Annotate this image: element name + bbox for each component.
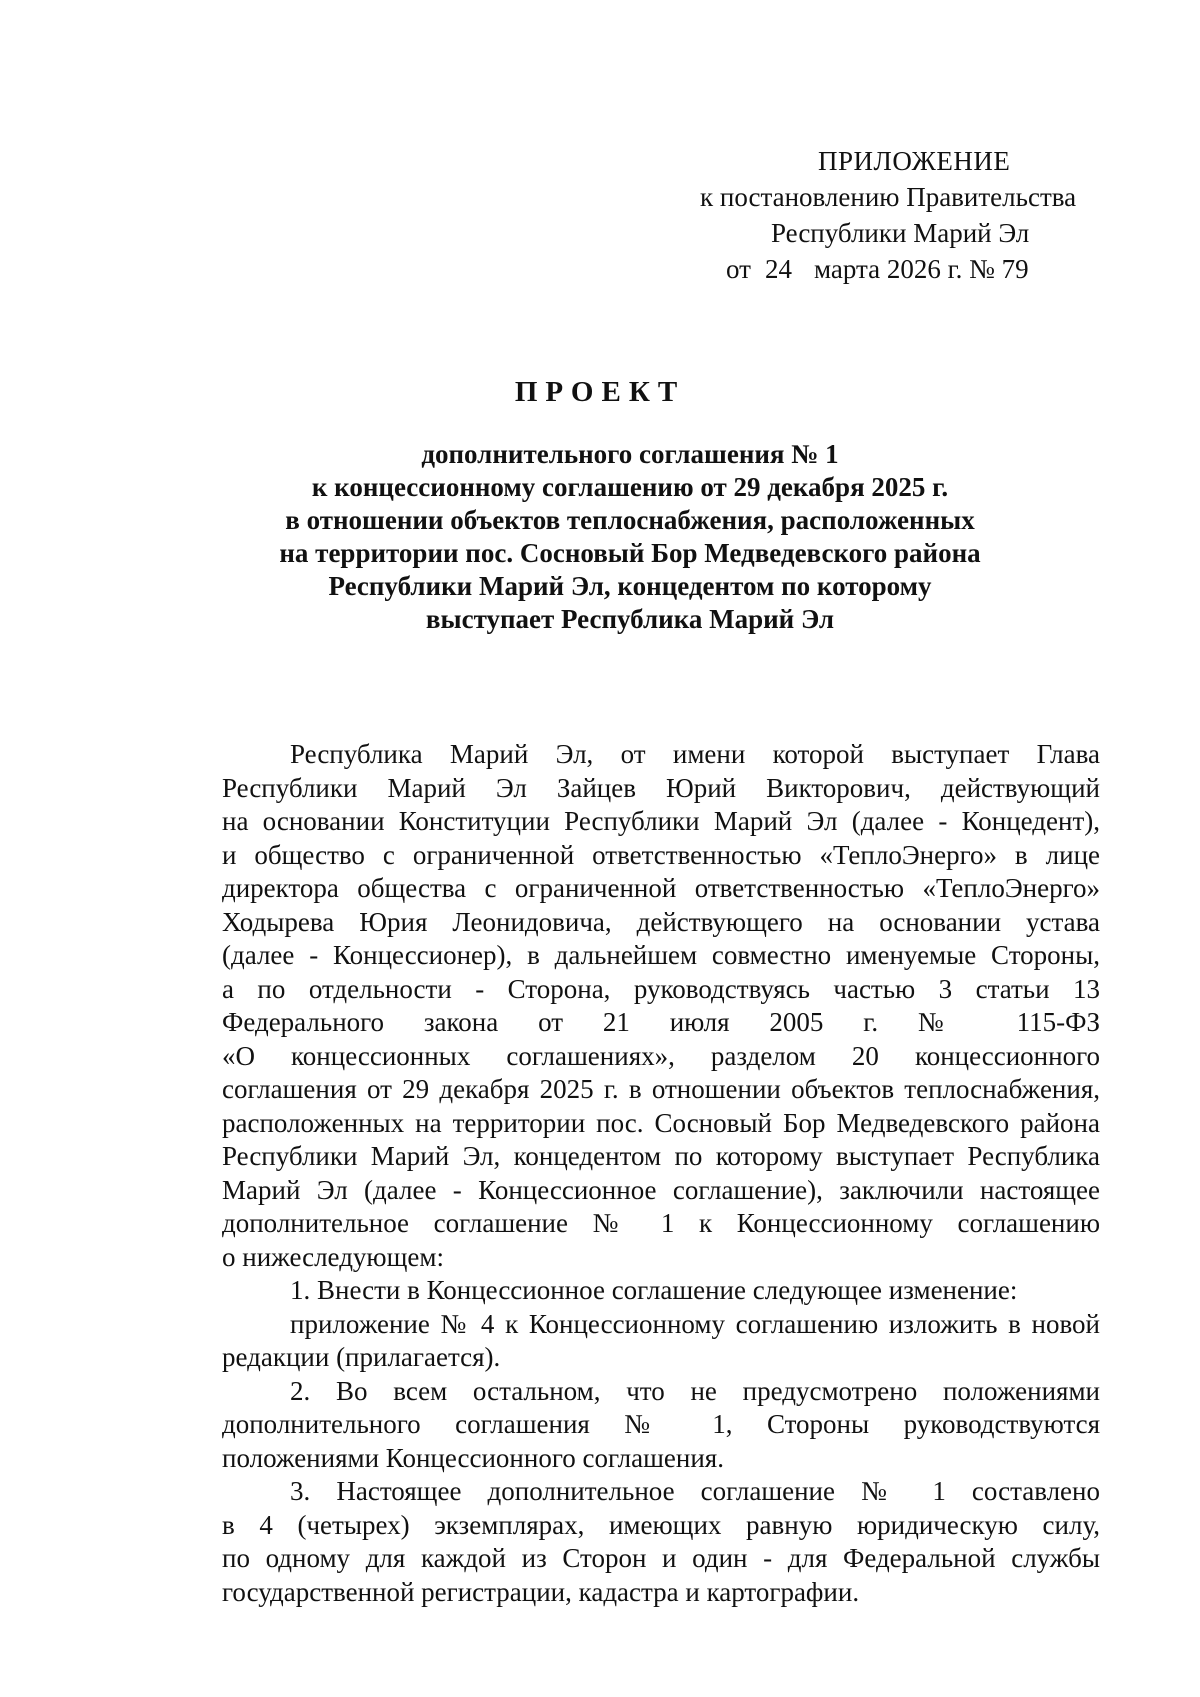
appendix-header: [700, 143, 1100, 287]
body-line: Республики Марий Эл Зайцев Юрий Викторович, действующий: [222, 772, 1100, 803]
body-line: приложение № 4 к Концессионному соглашению изложить в новой: [290, 1308, 1100, 1339]
document-title: ПРОЕКТ: [514, 376, 686, 408]
body-line: по одному для каждой из Сторон и один - для Федеральной службы: [222, 1543, 1100, 1573]
subtitle-line: в отношении объектов теплоснабжения, расположенных: [285, 505, 975, 535]
date-day: 24: [764, 254, 792, 284]
document-subtitle: [200, 438, 1060, 636]
appendix-date-line: [700, 251, 1100, 287]
body-line: а по отдельности - Сторона, руководствуясь частью 3 статьи 13: [222, 973, 1100, 1004]
body-line: 1. Внести в Концессионное соглашение следующее изменение:: [290, 1275, 1018, 1305]
body-line: о нижеследующем:: [222, 1241, 444, 1272]
appendix-line-2: к постановлению Правительства: [700, 182, 1077, 212]
body-line: директора общества с ограниченной ответственностью «ТеплоЭнерго»: [222, 873, 1100, 903]
subtitle-line: на территории пос. Сосновый Бор Медведевского района: [279, 538, 981, 568]
subtitle-line: Республики Марий Эл, концедентом по которому: [328, 571, 932, 601]
body-line: дополнительное соглашение № 1 к Концессионному соглашению: [222, 1208, 1100, 1238]
appendix-line-3: Республики Марий Эл: [771, 218, 1030, 248]
body-line: Марий Эл (далее - Концессионное соглашение), заключили настоящее: [222, 1174, 1100, 1205]
body-line: Республика Марий Эл, от имени которой выступает Глава: [290, 739, 1100, 769]
subtitle-line: к концессионному соглашению от 29 декабря 2025 г.: [311, 472, 949, 502]
body-line: редакции (прилагается).: [222, 1342, 501, 1372]
body-line: и общество с ограниченной ответственностью «ТеплоЭнерго» в лице: [222, 839, 1100, 870]
document-body: [222, 738, 1100, 1609]
body-line: расположенных на территории пос. Сосновый Бор Медведевского района: [222, 1107, 1100, 1138]
body-line: (далее - Концессионер), в дальнейшем совместно именуемые Стороны,: [222, 940, 1100, 970]
subtitle-line: выступает Республика Марий Эл: [425, 604, 835, 634]
body-line: 2. Во всем остальном, что не предусмотрено положениями: [290, 1375, 1100, 1406]
body-line: «О концессионных соглашениях», разделом 20 концессионного: [222, 1040, 1100, 1071]
body-line: положениями Концессионного соглашения.: [222, 1442, 724, 1473]
body-line: Ходырева Юрия Леонидовича, действующего на основании устава: [222, 906, 1100, 937]
date-prefix: от: [726, 254, 751, 284]
body-line: Федерального закона от 21 июля 2005 г. № 115-ФЗ: [222, 1007, 1100, 1037]
body-line: Республики Марий Эл, концедентом по которому выступает Республика: [222, 1141, 1100, 1171]
appendix-label: ПРИЛОЖЕНИЕ: [818, 146, 1011, 176]
body-line: соглашения от 29 декабря 2025 г. в отношении объектов теплоснабжения,: [222, 1074, 1100, 1104]
body-line: на основании Конституции Республики Марий Эл (далее - Концедент),: [222, 806, 1100, 836]
body-line: 3. Настоящее дополнительное соглашение № 1 составлено: [290, 1476, 1100, 1506]
body-line: в 4 (четырех) экземплярах, имеющих равную юридическую силу,: [222, 1509, 1100, 1540]
body-line: дополнительного соглашения № 1, Стороны руководствуются: [222, 1409, 1100, 1439]
subtitle-line: дополнительного соглашения № 1: [421, 439, 839, 469]
body-line: государственной регистрации, кадастра и картографии.: [222, 1576, 860, 1607]
date-rest: марта 2026 г. № 79: [813, 254, 1029, 284]
